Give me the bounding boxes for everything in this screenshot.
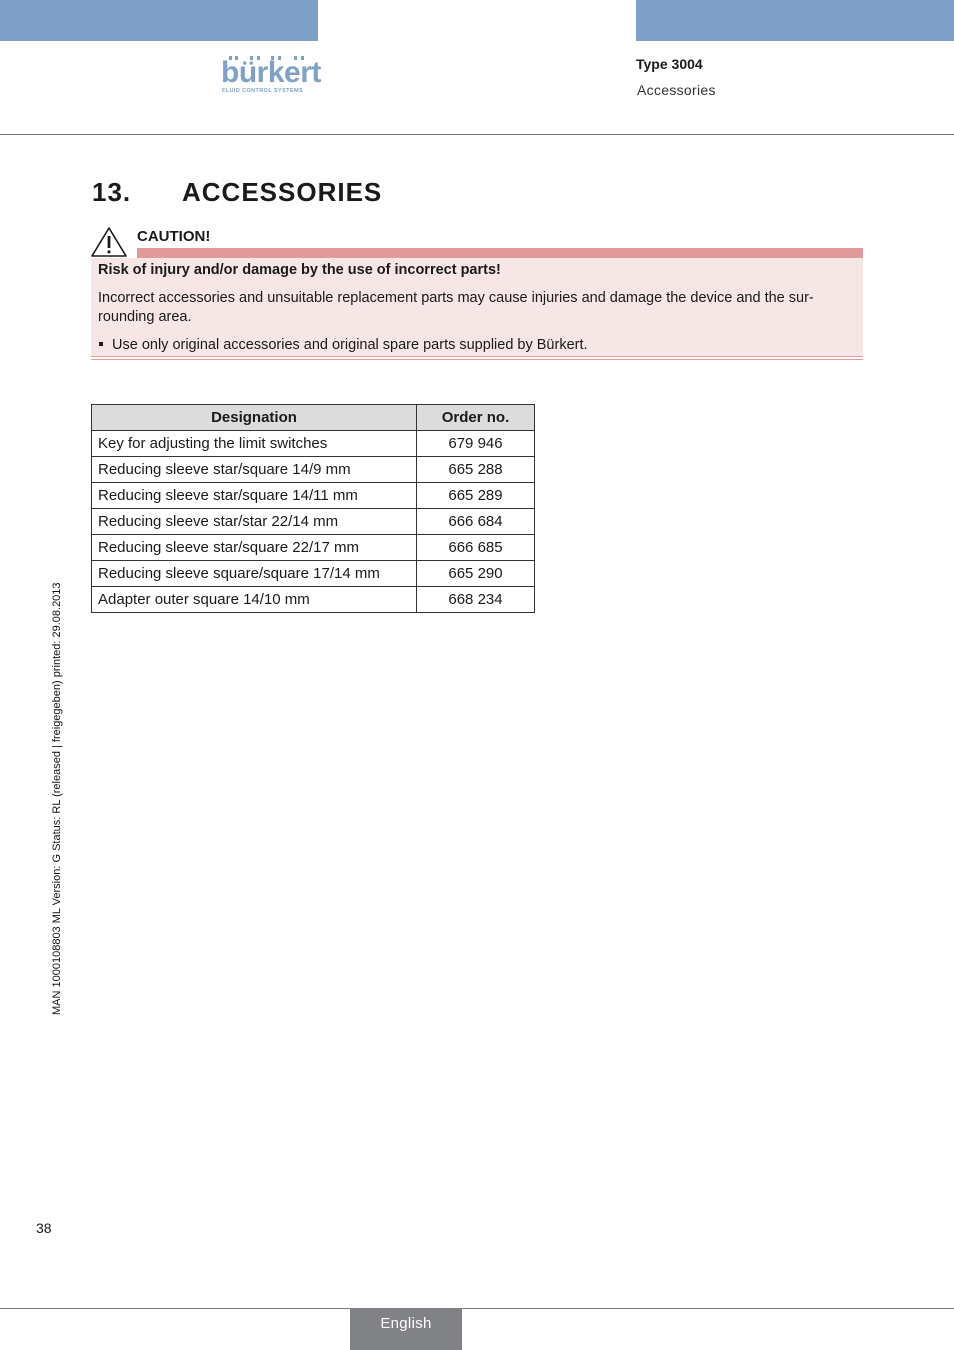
caution-text: Incorrect accessories and unsuitable replacement parts may cause injuries and damage the device and the sur-rounding area. — [98, 290, 814, 325]
order-no-cell: 665 289 — [417, 483, 535, 509]
warning-triangle-icon — [90, 226, 128, 258]
table-row — [92, 509, 535, 535]
order-no-cell: 679 946 — [417, 431, 535, 457]
chapter-title: ACCESSORIES — [182, 177, 383, 207]
table-row — [92, 431, 535, 457]
column-header-designation: Designation — [92, 405, 417, 431]
burkert-logo — [221, 56, 321, 96]
header-divider — [0, 134, 954, 135]
column-header-order-no: Order no. — [417, 405, 535, 431]
table-row — [92, 457, 535, 483]
caution-bar — [137, 248, 863, 258]
caution-bullet-text: Use only original accessories and original spare parts supplied by Bürkert. — [112, 337, 588, 353]
designation-cell: Reducing sleeve star/square 14/9 mm — [92, 457, 417, 483]
logo-wordmark: bürkert — [221, 56, 321, 89]
document-status-note: MAN 1000108803 ML Version: G Status: RL (released | freigegeben) printed: 29.08.2013 — [51, 582, 63, 1015]
header-type-label: Type 3004 — [636, 56, 703, 72]
page-number: 38 — [36, 1220, 52, 1236]
caution-label: CAUTION! — [137, 228, 211, 245]
caution-box — [91, 258, 863, 357]
chapter-number: 13. — [92, 177, 132, 207]
table-row — [92, 587, 535, 613]
order-no-cell: 668 234 — [417, 587, 535, 613]
designation-cell: Reducing sleeve star/square 14/11 mm — [92, 483, 417, 509]
designation-cell: Adapter outer square 14/10 mm — [92, 587, 417, 613]
table-header-row — [92, 405, 535, 431]
header-band-left — [0, 0, 318, 41]
designation-cell: Reducing sleeve star/square 22/17 mm — [92, 535, 417, 561]
language-tab: English — [350, 1308, 462, 1350]
header-section-label: Accessories — [637, 82, 716, 98]
order-no-cell: 666 684 — [417, 509, 535, 535]
footer-divider — [0, 1308, 954, 1309]
designation-cell: Reducing sleeve star/star 22/14 mm — [92, 509, 417, 535]
table-row — [92, 483, 535, 509]
order-no-cell: 665 288 — [417, 457, 535, 483]
table-row — [92, 535, 535, 561]
header-band-right — [636, 0, 954, 41]
caution-bullet — [98, 337, 588, 353]
logo-tagline: FLUID CONTROL SYSTEMS — [222, 88, 304, 94]
accessories-table — [91, 404, 535, 613]
bullet-square-icon — [99, 342, 103, 346]
table-row — [92, 561, 535, 587]
caution-heading: Risk of injury and/or damage by the use of incorrect parts! — [98, 262, 501, 278]
designation-cell: Reducing sleeve square/square 17/14 mm — [92, 561, 417, 587]
designation-cell: Key for adjusting the limit switches — [92, 431, 417, 457]
order-no-cell: 666 685 — [417, 535, 535, 561]
order-no-cell: 665 290 — [417, 561, 535, 587]
